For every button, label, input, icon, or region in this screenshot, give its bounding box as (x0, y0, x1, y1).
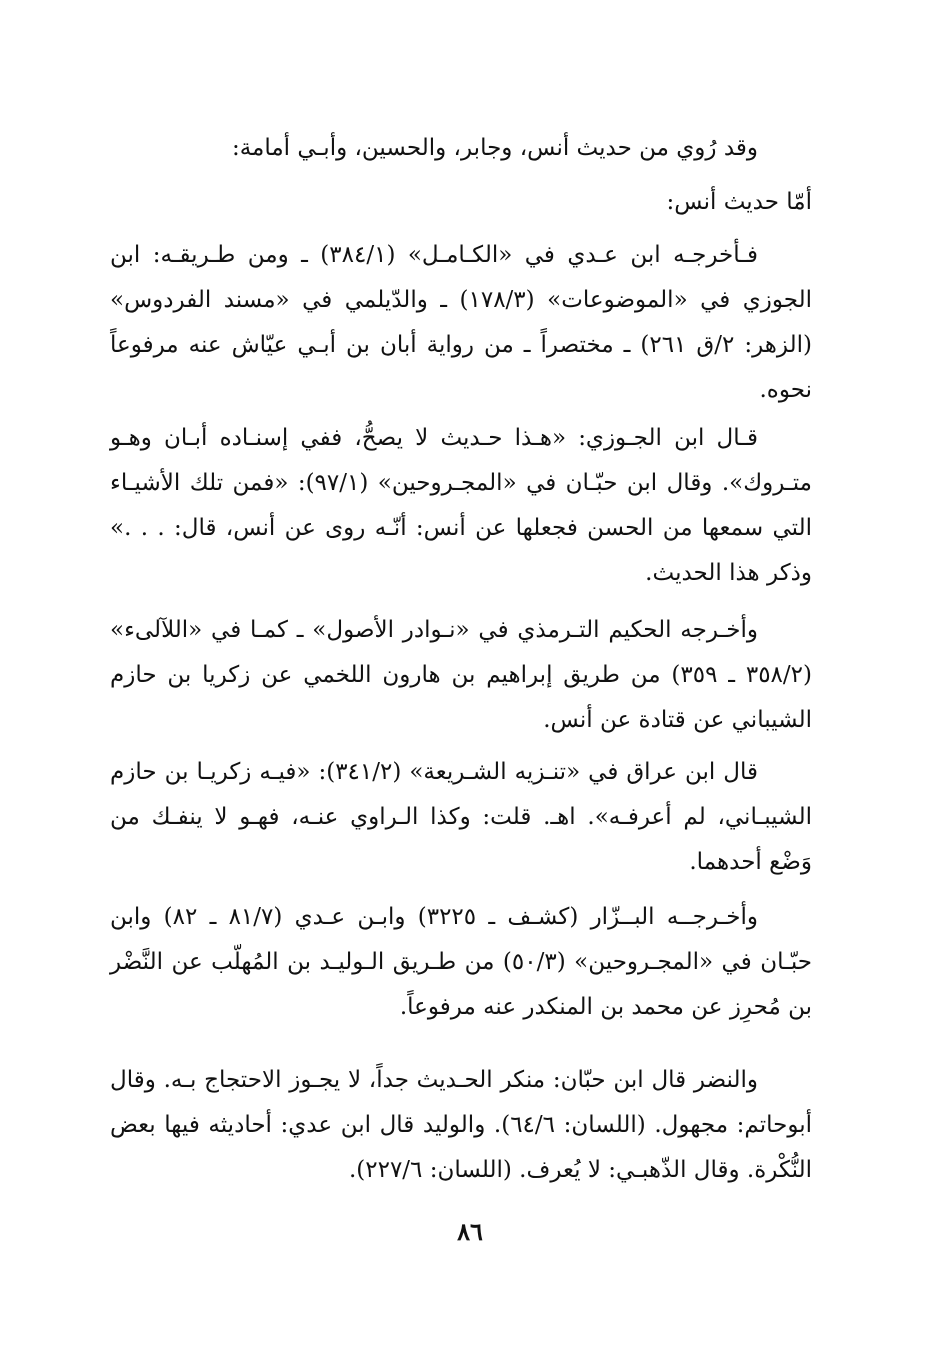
paragraph-text: وأخـرجــه البــزّار (كشـف ـ ٣٢٢٥) وابـن عـدي (٨١/٧ ـ ٨٢) وابن حبّـان في «المجـروحين» (٥٠/٣) من طـريق الـوليـد بن المُهلّب عن النَّضْر بن مُحرِز عن محمد بن المنكدر عنه مرفوعاً. (110, 904, 812, 1020)
paragraph-anas-heading (110, 180, 812, 225)
paragraph-text: وأخـرجه الحكيم التـرمذي في «نـوادر الأصول» ـ كمـا في «اللآلىء» (٣٥٨/٢ ـ ٣٥٩) من طريق إبراهيم بن هارون اللخمي عن زكريا بن حازم الشيباني عن قتادة عن أنس. (110, 617, 812, 733)
paragraph-ibn-iraq-comment (110, 750, 812, 885)
paragraph-text: قال ابن عراق في «تنـزيه الشـريعة» (٣٤١/٢): «فيـه زكريـا بن حازم الشيبـاني، لم أعرفـه». اهـ. قلت: وكذا الـراوي عنـه، فهـو لا ينفـك من وَضْع أحدهما. (110, 759, 812, 875)
paragraph-bazzar-takhrij (110, 895, 812, 1030)
paragraph-ibn-adi-takhrij (110, 233, 812, 413)
paragraph-nadr-comment (110, 1058, 812, 1193)
page-number: ٨٦ (457, 1217, 483, 1246)
paragraph-ibn-jawzi-comment (110, 416, 812, 596)
paragraph-text: قـال ابن الجـوزي: «هـذا حـديث لا يصحُّ، ففي إسنـاده أبـان وهـو متـروك». وقال ابن حبّـان في «المجـروحين» (٩٧/١): «فمن تلك الأشيـاء التي سمعها من الحسن فجعلها عن أنس: أنّـه روى عن أنس، قال: . . .» وذكر هذا الحديث. (110, 425, 812, 586)
paragraph-tirmidhi-takhrij (110, 608, 812, 743)
paragraph-text: فـأخرجـه ابن عـدي في «الكـامـل» (٣٨٤/١) ـ ومن طـريقـه: ابن الجوزي في «الموضوعات» (١٧٨/٣) ـ والدّيلمي في «مسند الفردوس» (الزهر: ٢/ق ٢٦١) ـ مختصراً ـ من رواية أبان بن أبـي عيّاش عنه مرفوعاً نحوه. (110, 242, 813, 403)
paragraph-text: أمّا حديث أنس: (666, 189, 812, 215)
paragraph-text: والنضر قال ابن حبّان: منكر الحـديث جداً، لا يجـوز الاحتجاج بـه. وقال أبوحاتم: مجهول. (اللسان: ٦٤/٦). والوليد قال ابن عدي: أحاديثه فيها بعض النُّكْرة. وقال الذّهبـي: لا يُعرف. (اللسان: ٢٢٧/٦). (110, 1067, 812, 1183)
paragraph-intro-narrators (110, 126, 812, 171)
paragraph-text: وقد رُوي من حديث أنس، وجابر، والحسين، وأبـي أمامة: (231, 135, 758, 161)
